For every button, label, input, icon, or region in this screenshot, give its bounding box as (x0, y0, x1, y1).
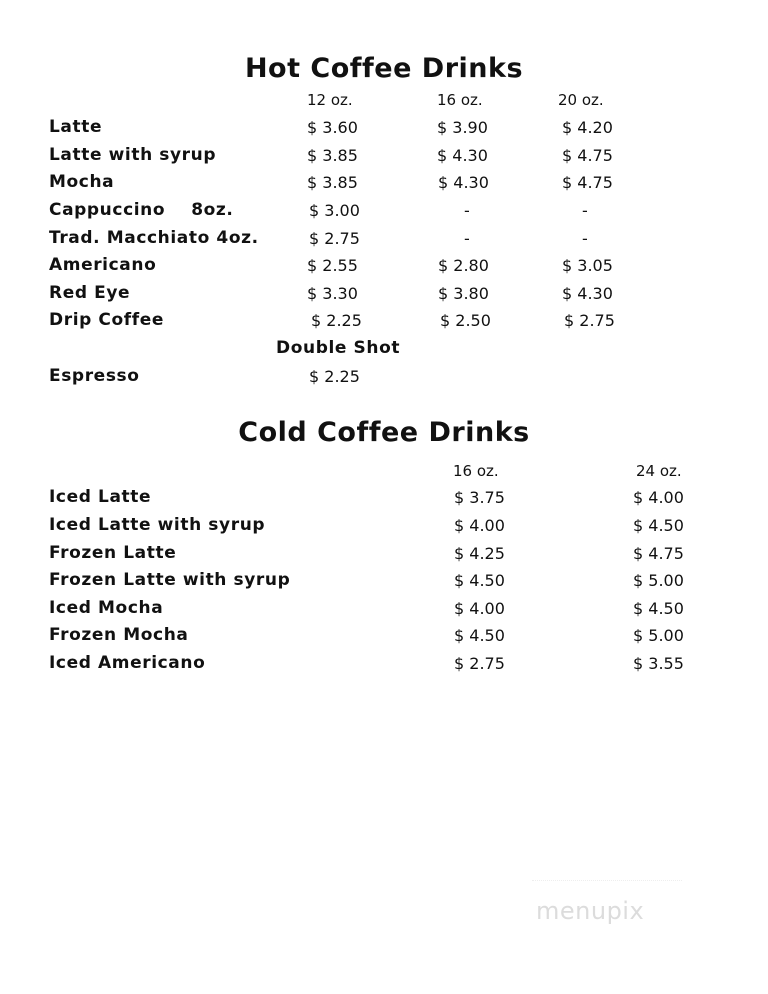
menu-item-name: Trad. Macchiato 4oz. (49, 228, 259, 248)
menu-item-price: $ 4.00 (454, 516, 505, 535)
menu-item-name: Red Eye (49, 283, 131, 303)
menu-item-price: $ 4.00 (633, 488, 684, 507)
menu-item-price: $ 2.25 (309, 367, 360, 386)
menu-item-name: Drip Coffee (49, 310, 165, 330)
menu-item-name: Espresso (49, 366, 140, 386)
menu-item-price: $ 2.50 (440, 311, 491, 330)
menu-item-price: $ 3.85 (307, 173, 358, 192)
hot-section-title: Hot Coffee Drinks (244, 53, 524, 84)
menu-item-price: $ 2.80 (438, 256, 489, 275)
menu-item-price: $ 2.75 (564, 311, 615, 330)
cold-section-title: Cold Coffee Drinks (238, 417, 530, 448)
menu-item-price: $ 4.75 (633, 544, 684, 563)
watermark-logo: menupix (536, 897, 645, 925)
menu-item-name: Iced Americano (49, 653, 206, 673)
cold-size-header: 16 oz. (453, 462, 499, 480)
menu-item-price: $ 4.30 (438, 173, 489, 192)
menu-item-name: Latte (49, 117, 103, 137)
menu-item-price: $ 2.75 (454, 654, 505, 673)
menu-item-price: $ 3.05 (562, 256, 613, 275)
menu-item-price: $ 3.90 (437, 118, 488, 137)
menu-item-price: - (464, 229, 470, 248)
menu-item-price: $ 4.20 (562, 118, 613, 137)
menu-item-price: $ 2.25 (311, 311, 362, 330)
menu-item-price: $ 4.50 (454, 626, 505, 645)
menu-item-name: Frozen Latte with syrup (49, 570, 291, 590)
hot-size-header: 20 oz. (558, 91, 604, 109)
menu-item-name: Iced Latte with syrup (49, 515, 266, 535)
double-shot-label: Double Shot (276, 338, 401, 358)
menu-item-price: - (464, 201, 470, 220)
menu-item-name: Frozen Mocha (49, 625, 189, 645)
menu-item-price: $ 4.75 (562, 146, 613, 165)
menu-item-price: $ 4.75 (562, 173, 613, 192)
menu-item-price: $ 3.60 (307, 118, 358, 137)
menu-item-price: $ 3.00 (309, 201, 360, 220)
menu-item-price: $ 4.50 (633, 599, 684, 618)
menu-item-name: Cappuccino 8oz. (49, 200, 234, 220)
menu-item-price: $ 4.25 (454, 544, 505, 563)
menu-item-price: - (582, 229, 588, 248)
hot-size-header: 16 oz. (437, 91, 483, 109)
hot-size-header: 12 oz. (307, 91, 353, 109)
menu-item-name: Americano (49, 255, 157, 275)
menu-item-price: $ 3.55 (633, 654, 684, 673)
menu-item-price: $ 5.00 (633, 571, 684, 590)
menu-item-price: $ 4.50 (633, 516, 684, 535)
menu-item-price: $ 3.80 (438, 284, 489, 303)
menu-item-price: $ 4.30 (437, 146, 488, 165)
watermark-rule (532, 880, 682, 887)
menu-item-price: $ 3.85 (307, 146, 358, 165)
menu-item-price: $ 3.30 (307, 284, 358, 303)
menu-item-price: $ 4.00 (454, 599, 505, 618)
menu-item-price: $ 3.75 (454, 488, 505, 507)
menu-item-price: $ 2.55 (307, 256, 358, 275)
menu-item-name: Mocha (49, 172, 115, 192)
menu-item-name: Iced Latte (49, 487, 152, 507)
menu-item-price: $ 4.50 (454, 571, 505, 590)
menu-item-price: - (582, 201, 588, 220)
menu-item-price: $ 4.30 (562, 284, 613, 303)
menu-item-name: Latte with syrup (49, 145, 217, 165)
menu-item-name: Iced Mocha (49, 598, 164, 618)
menu-item-price: $ 5.00 (633, 626, 684, 645)
menu-item-price: $ 2.75 (309, 229, 360, 248)
menu-item-name: Frozen Latte (49, 543, 177, 563)
cold-size-header: 24 oz. (636, 462, 682, 480)
